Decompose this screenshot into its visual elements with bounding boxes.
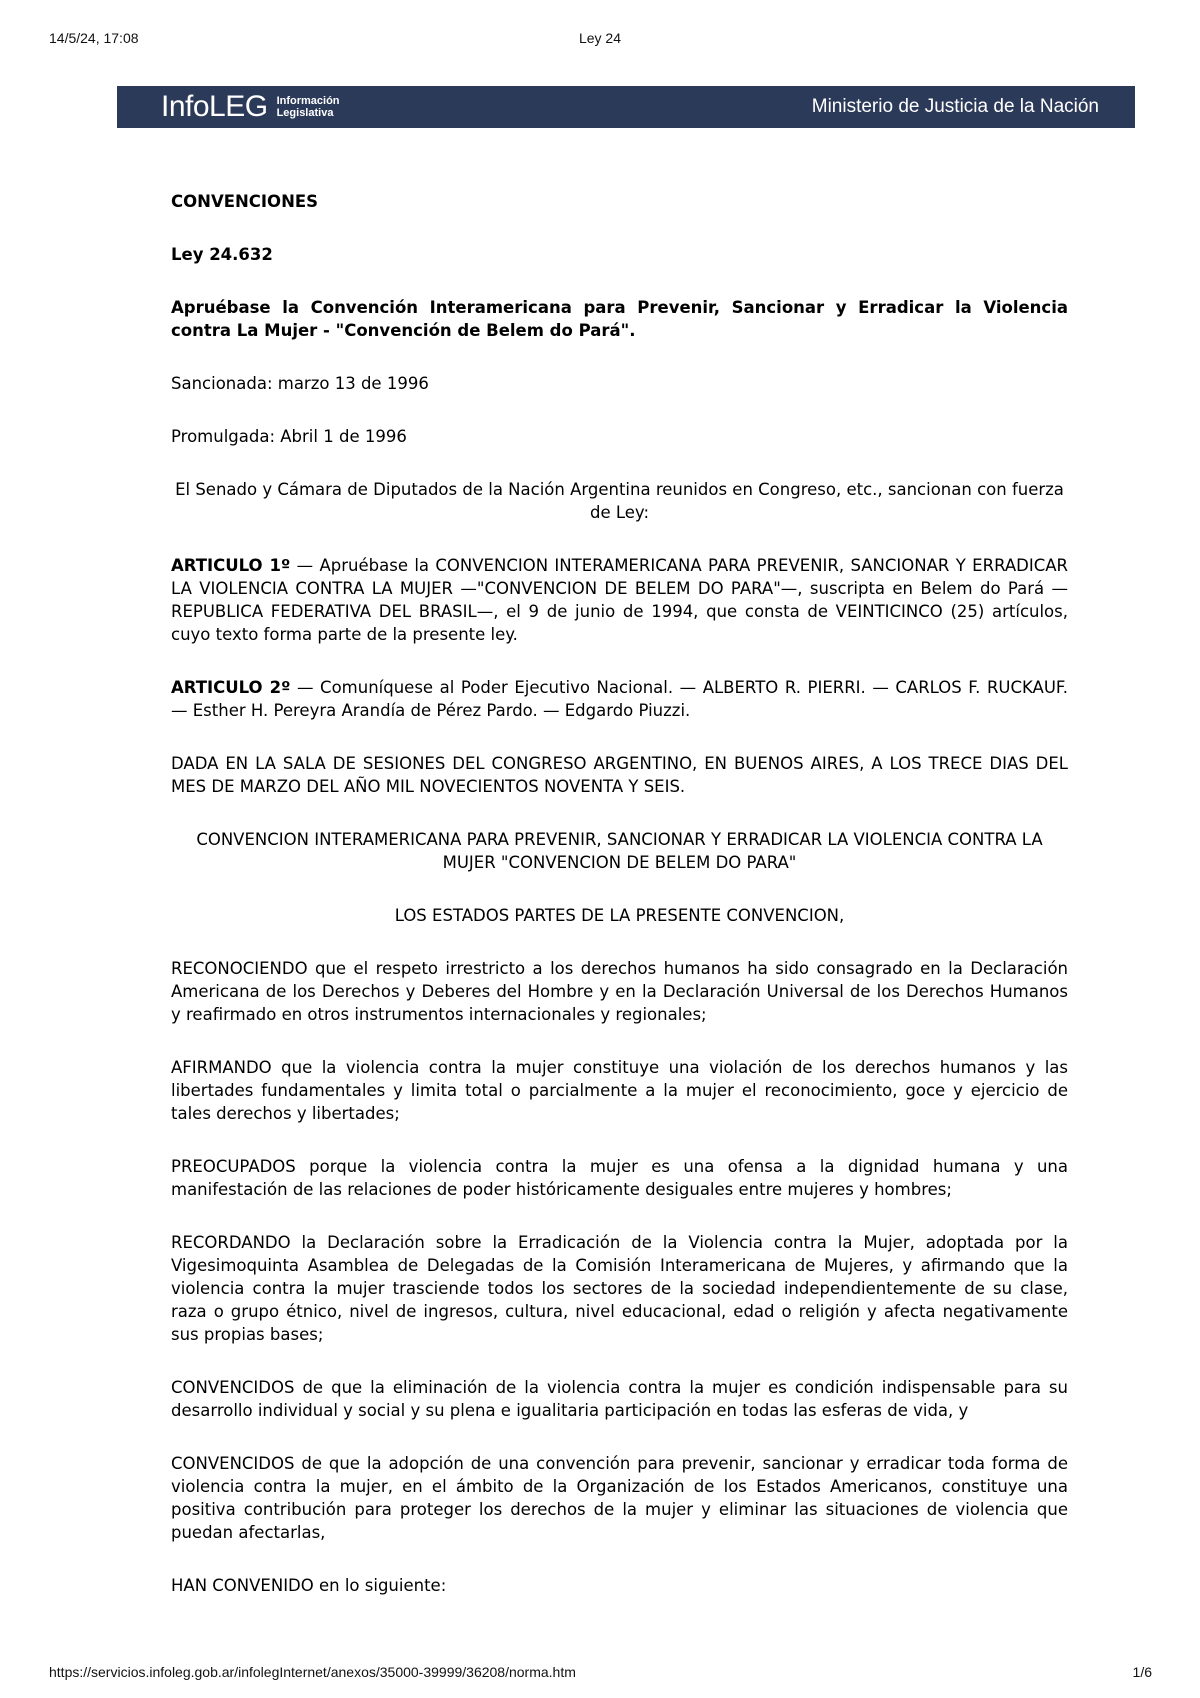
preamble-paragraph: RECONOCIENDO que el respeto irrestricto a los derechos humanos ha sido consagrado en la Declaración Americana de los Derechos y Deberes del Hombre y en la Declaración Universal de los Derechos Humanos y reafirmado en otros instrumentos internacionales y regionales;	[171, 959, 1068, 1024]
source-url: https://servicios.infoleg.gob.ar/infolegInternet/anexos/35000-39999/36208/norma.htm	[49, 1664, 576, 1680]
logo-subtitle-line2: Legislativa	[276, 107, 334, 119]
ministry-name: Ministerio de Justicia de la Nación	[811, 96, 1099, 117]
logo-subtitle	[277, 95, 340, 119]
logo-wordmark: InfoLEG	[161, 90, 268, 123]
given-clause: DADA EN LA SALA DE SESIONES DEL CONGRESO ARGENTINO, EN BUENOS AIRES, A LOS TRECE DIAS DEL MES DE MARZO DEL AÑO MIL NOVECIENTOS NOVENTA Y SEIS.	[171, 754, 1068, 796]
print-datetime: 14/5/24, 17:08	[49, 30, 139, 46]
preamble-paragraph: PREOCUPADOS porque la violencia contra la mujer es una ofensa a la dignidad humana y una manifestación de las relaciones de poder históricamente desiguales entre mujeres y hombres;	[171, 1157, 1068, 1199]
law-summary: Apruébase la Convención Interamericana para Prevenir, Sancionar y Erradicar la Violencia contra La Mujer - "Convención de Belem do Pará".	[171, 298, 1068, 340]
preamble-paragraph: AFIRMANDO que la violencia contra la mujer constituye una violación de los derechos humanos y las libertades fundamentales y limita total o parcialmente a la mujer el reconocimiento, goce y ejercicio de tales derechos y libertades;	[171, 1058, 1068, 1123]
promulgated-date: Promulgada: Abril 1 de 1996	[171, 427, 407, 446]
print-footer	[0, 1664, 1200, 1682]
article-2	[171, 676, 1068, 722]
section-heading: CONVENCIONES	[171, 192, 319, 211]
print-page-title: Ley 24	[578, 30, 622, 46]
page-number: 1/6	[1132, 1664, 1152, 1680]
agreed-clause: HAN CONVENIDO en lo siguiente:	[171, 1576, 447, 1595]
states-parties: LOS ESTADOS PARTES DE LA PRESENTE CONVENCION,	[394, 906, 845, 925]
preamble-paragraph: CONVENCIDOS de que la eliminación de la violencia contra la mujer es condición indispensable para su desarrollo individual y social y su plena e igualitaria participación en todas las esferas de vida, y	[171, 1378, 1068, 1420]
infoleg-logo[interactable]	[161, 88, 340, 126]
article-1	[171, 554, 1068, 646]
article-2-text: — Comuníquese al Poder Ejecutivo Nacional. — ALBERTO R. PIERRI. — CARLOS F. RUCKAUF. — Esther H. Pereyra Arandía de Pérez Pardo. — Edgardo Piuzzi.	[171, 678, 1068, 720]
preamble-paragraph: CONVENCIDOS de que la adopción de una convención para prevenir, sancionar y erradicar toda forma de violencia contra la mujer, en el ámbito de la Organización de los Estados Americanos, constituye una positiva contribución para proteger los derechos de la mujer y eliminar las situaciones de violencia que puedan afectarlas,	[171, 1454, 1068, 1542]
convention-title: CONVENCION INTERAMERICANA PARA PREVENIR, SANCIONAR Y ERRADICAR LA VIOLENCIA CONTRA LA MUJER "CONVENCION DE BELEM DO PARA"	[196, 830, 1043, 872]
enacting-formula: El Senado y Cámara de Diputados de la Nación Argentina reunidos en Congreso, etc., sancionan con fuerza de Ley:	[175, 480, 1064, 522]
law-document	[171, 190, 1068, 1597]
sanctioned-date: Sancionada: marzo 13 de 1996	[171, 374, 429, 393]
preamble-paragraph: RECORDANDO la Declaración sobre la Erradicación de la Violencia contra la Mujer, adoptada por la Vigesimoquinta Asamblea de Delegadas de la Comisión Interamericana de Mujeres, y afirmando que la violencia contra la mujer trasciende todos los sectores de la sociedad independientemente de su clase, raza o grupo étnico, nivel de ingresos, cultura, nivel educacional, edad o religión y afecta negativamente sus propias bases;	[171, 1233, 1068, 1344]
article-1-text: — Apruébase la CONVENCION INTERAMERICANA PARA PREVENIR, SANCIONAR Y ERRADICAR LA VIOLENCIA CONTRA LA MUJER —"CONVENCION DE BELEM DO PARA"—, suscripta en Belem do Pará —REPUBLICA FEDERATIVA DEL BRASIL—, el 9 de junio de 1994, que consta de VEINTICINCO (25) artículos, cuyo texto forma parte de la presente ley.	[171, 556, 1068, 644]
infoleg-banner	[117, 86, 1135, 128]
logo-subtitle-line1: Información	[276, 95, 340, 107]
law-number: Ley 24.632	[171, 245, 273, 264]
print-header	[0, 30, 1200, 48]
article-1-label: ARTICULO 1º	[171, 556, 291, 575]
article-2-label: ARTICULO 2º	[171, 678, 291, 697]
